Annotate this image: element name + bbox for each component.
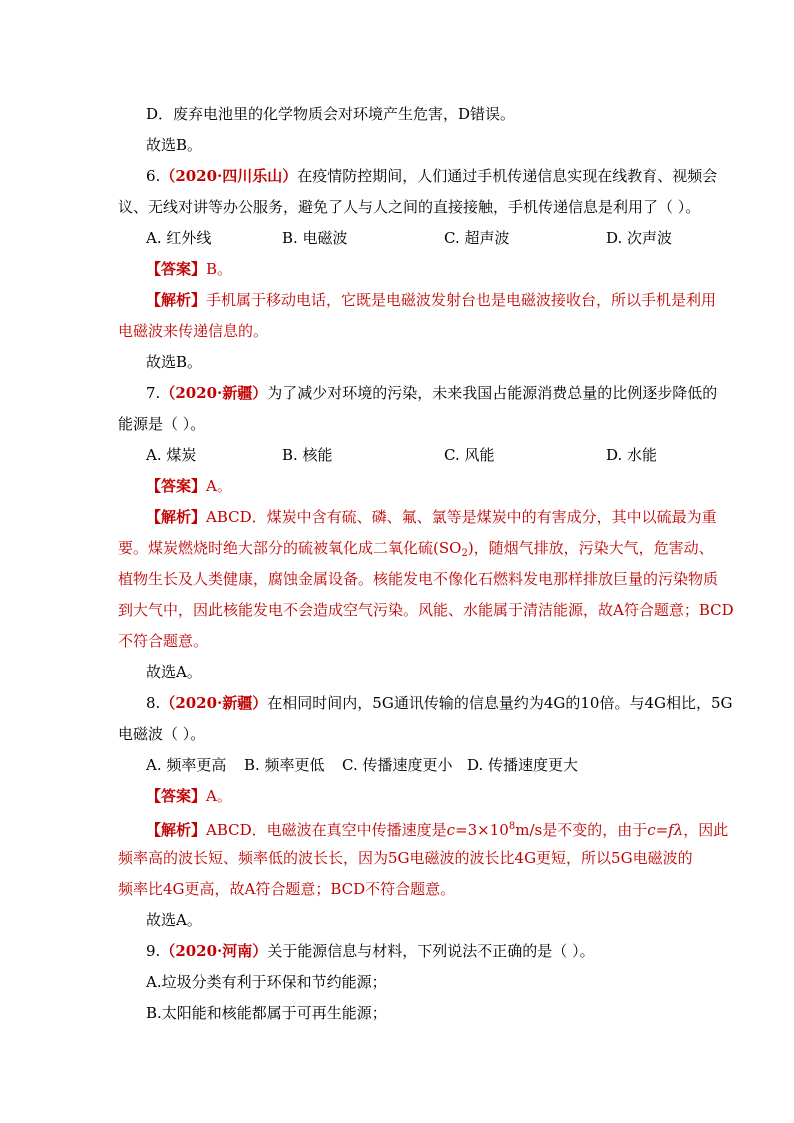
formula: c=fλ <box>647 821 684 839</box>
answer-value: A。 <box>206 477 232 495</box>
option-d: D. 水能 <box>606 446 658 464</box>
explanation-text: ABCD．电磁波在真空中传播速度是 <box>206 821 447 839</box>
question-7-text-cont: 能源是（ ）。 <box>118 415 206 433</box>
question-text: 关于能源信息与材料，下列说法不正确的是（ ）。 <box>267 942 595 960</box>
question-text: 在相同时间内，5G通讯传输的信息量约为4G的10倍。与4G相比，5G <box>267 694 733 712</box>
option-a: A. 频率更高 <box>146 756 227 774</box>
question-8 <box>146 693 733 713</box>
option-a: A. 红外线 <box>146 229 212 247</box>
explanation-cont: 频率高的波长短、频率低的波长长，因为5G电磁波的波长比4G更短，所以5G电磁波的 <box>118 849 693 867</box>
explanation-line <box>146 817 728 840</box>
question-source: （2020·河南） <box>160 942 268 960</box>
explanation-text: ，因此 <box>683 821 729 839</box>
choose-line: 故选A。 <box>146 911 202 929</box>
answer-line <box>146 259 232 279</box>
explanation-cont: 到大气中，因此核能发电不会造成空气污染。风能、水能属于清洁能源，故A符合题意；BCD <box>118 601 734 619</box>
explanation-text: )，随烟气排放，污染大气，危害动、 <box>467 539 714 557</box>
explanation-cont: 电磁波来传递信息的。 <box>118 322 269 340</box>
answer-tag: 【答案】 <box>146 260 207 278</box>
explanation-text: =3×10 <box>455 821 509 839</box>
option-b: B.太阳能和核能都属于可再生能源； <box>146 1004 387 1022</box>
question-source: （2020·新疆） <box>160 694 268 712</box>
question-8-text-cont: 电磁波（ ）。 <box>118 725 206 743</box>
question-text: 为了减少对环境的污染，未来我国占能源消费总量的比例逐步降低的 <box>267 384 718 402</box>
subscript: 2 <box>461 548 468 559</box>
explanation-tag: 【解析】 <box>146 291 207 309</box>
option-c: C. 超声波 <box>444 229 510 247</box>
answer-tag: 【答案】 <box>146 477 207 495</box>
option-c: C. 风能 <box>444 446 495 464</box>
option-c: C. 传播速度更小 <box>342 756 453 774</box>
option-b: B. 核能 <box>282 446 333 464</box>
option-d-explanation: D．废弃电池里的化学物质会对环境产生危害，D错误。 <box>146 105 516 123</box>
choose-line: 故选B。 <box>146 353 203 371</box>
option-b: B. 频率更低 <box>244 756 325 774</box>
symbol-c: c <box>446 821 456 839</box>
explanation-text: 要。煤炭燃烧时绝大部分的硫被氧化成二氧化硫(SO <box>118 539 462 557</box>
question-number: 7. <box>146 384 161 402</box>
answer-line <box>146 786 232 806</box>
option-d: D. 传播速度更大 <box>467 756 579 774</box>
option-b: B. 电磁波 <box>282 229 348 247</box>
answer-tag: 【答案】 <box>146 787 207 805</box>
answer-value: B。 <box>206 260 233 278</box>
explanation-cont: 不符合题意。 <box>118 632 209 650</box>
question-7 <box>146 383 717 403</box>
question-number: 9. <box>146 942 161 960</box>
question-text: 在疫情防控期间，人们通过手机传递信息实现在线教育、视频会 <box>297 167 718 185</box>
explanation-cont <box>118 538 714 564</box>
option-a: A. 煤炭 <box>146 446 197 464</box>
superscript: 8 <box>508 821 516 832</box>
question-number: 8. <box>146 694 161 712</box>
explanation-cont: 植物生长及人类健康，腐蚀金属设备。核能发电不像化石燃料发电那样排放巨量的污染物质 <box>118 570 719 588</box>
choose-line: 故选A。 <box>146 663 202 681</box>
explanation-text: m/s是不变的，由于 <box>515 821 648 839</box>
choose-line: 故选B。 <box>146 136 203 154</box>
option-a: A.垃圾分类有利于环保和节约能源； <box>146 973 387 991</box>
explanation-text: 手机属于移动电话，它既是电磁波发射台也是电磁波接收台，所以手机是利用 <box>206 291 717 309</box>
explanation-line <box>146 290 716 310</box>
option-d: D. 次声波 <box>606 229 673 247</box>
question-6 <box>146 166 717 186</box>
question-number: 6. <box>146 167 161 185</box>
question-source: （2020·四川乐山） <box>160 167 298 185</box>
answer-value: A。 <box>206 787 232 805</box>
explanation-cont: 频率比4G更高，故A符合题意；BCD不符合题意。 <box>118 880 456 898</box>
question-6-text-cont: 议、无线对讲等办公服务，避免了人与人之间的直接接触，手机传递信息是利用了（ ）。 <box>118 198 701 216</box>
explanation-tag: 【解析】 <box>146 508 207 526</box>
explanation-line <box>146 507 717 527</box>
answer-line <box>146 476 232 496</box>
explanation-tag: 【解析】 <box>146 821 207 839</box>
explanation-text: ABCD．煤炭中含有硫、磷、氟、氯等是煤炭中的有害成分，其中以硫最为重 <box>206 508 717 526</box>
question-9 <box>146 941 595 961</box>
question-source: （2020·新疆） <box>160 384 268 402</box>
